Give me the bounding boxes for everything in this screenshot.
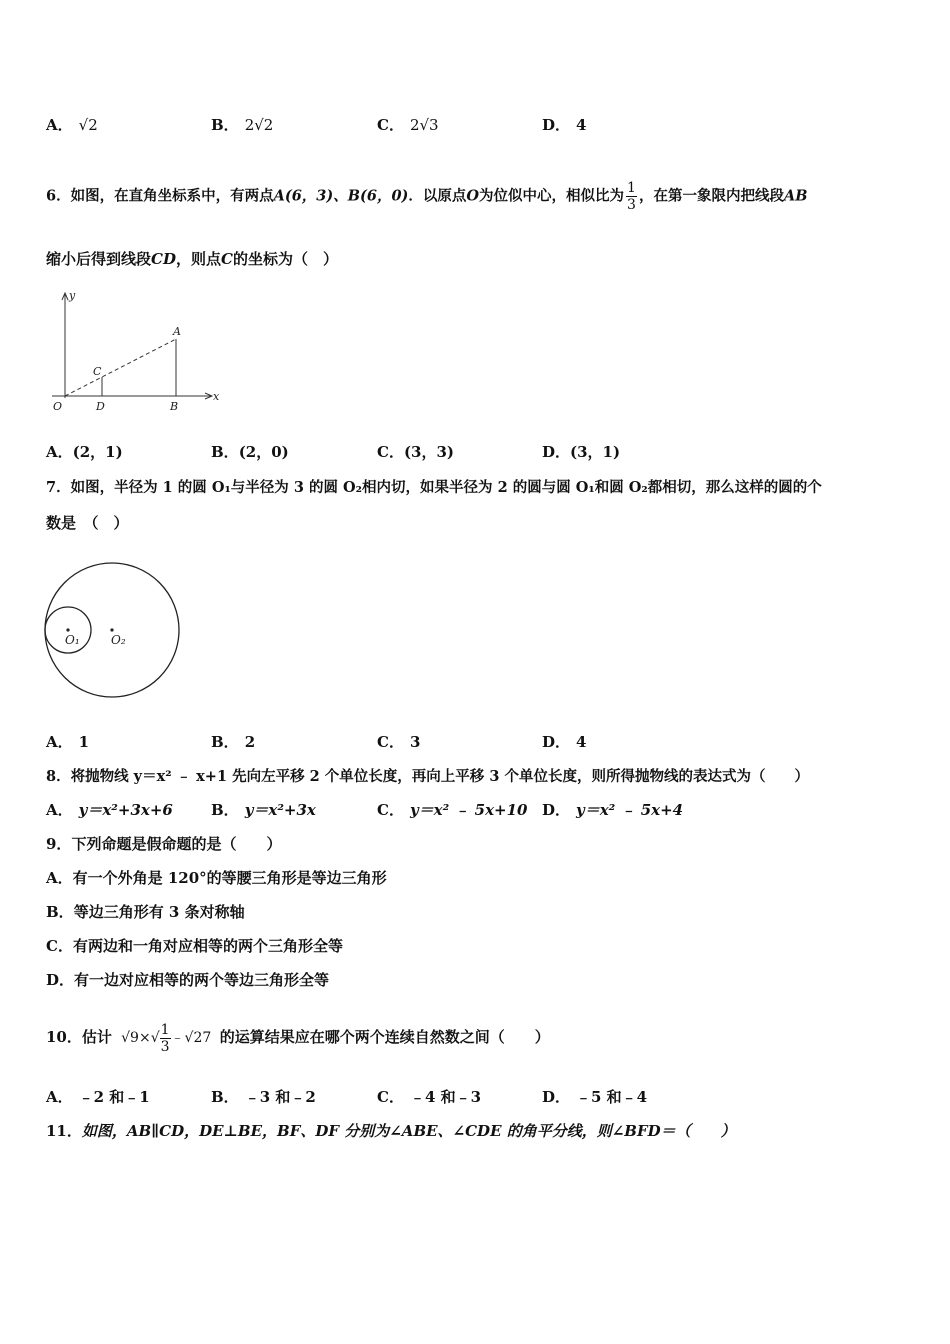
q7-label-o1: O₁ <box>65 633 80 647</box>
q8-option-b[interactable]: B． y＝x²+3x <box>211 801 316 819</box>
q7-options <box>46 731 926 753</box>
q8-options <box>46 799 926 821</box>
q10-fraction: $\frac{1}{3}$ <box>160 1021 170 1055</box>
q6-label-a: A <box>173 325 181 338</box>
q6-label-c: C <box>93 365 102 378</box>
q10-options <box>46 1086 926 1108</box>
q6-label-y: y <box>69 289 76 302</box>
q6-label-o: O <box>53 400 63 413</box>
q7-option-a[interactable]: A． 1 <box>46 733 90 751</box>
q6-option-c[interactable]: C．(3，3) <box>377 443 455 461</box>
q7-center-o2 <box>110 628 113 631</box>
q7-option-d[interactable]: D． 4 <box>542 733 587 751</box>
q6-label-d: D <box>96 400 105 413</box>
q8-option-c[interactable]: C． y＝x² ﹣ 5x+10 <box>377 801 528 819</box>
q7-option-c[interactable]: C． 3 <box>377 733 421 751</box>
q6-label-x: x <box>213 390 220 403</box>
q9-option-c[interactable]: C．有两边和一角对应相等的两个三角形全等 <box>46 937 343 955</box>
q6-option-d[interactable]: D．(3，1) <box>542 443 621 461</box>
q9-stem: 9．下列命题是假命题的是（ ） <box>46 835 282 853</box>
q11-stem: 11．如图，AB∥CD，DE⊥BE，BF、DF 分别为∠ABE、∠CDE 的角平分线，则∠BFD＝（ ） <box>46 1122 736 1140</box>
q6-coordinate-figure <box>44 286 234 421</box>
q8-option-a[interactable]: A． y＝x²+3x+6 <box>46 801 173 819</box>
q10-option-c[interactable]: C． ﹣4 和﹣3 <box>377 1088 482 1106</box>
q8-option-d[interactable]: D． y＝x² ﹣ 5x+4 <box>542 801 684 819</box>
q6-option-a[interactable]: A．(2，1) <box>46 443 123 461</box>
q10-stem: 10．估计 √9×√ $\frac{1}{3}$ ﹣√27 的运算结果应在哪个两个连续自然数之间（ ） <box>46 1021 550 1055</box>
q9-option-d[interactable]: D．有一边对应相等的两个等边三角形全等 <box>46 971 330 989</box>
q5-option-b[interactable]: B． 2√2 <box>211 116 274 134</box>
q7-circles-figure <box>40 556 190 706</box>
q10-expression: √9×√ $\frac{1}{3}$ ﹣√27 <box>121 1021 212 1055</box>
q10-option-b[interactable]: B． ﹣3 和﹣2 <box>211 1088 316 1106</box>
q7-label-o2: O₂ <box>111 633 126 647</box>
q5-option-d[interactable]: D． 4 <box>542 116 587 134</box>
q7-stem-line1: 7．如图，半径为 1 的圆 O₁与半径为 3 的圆 O₂相内切，如果半径为 2 的圆与圆 O₁和圆 O₂都相切，那么这样的圆的个 <box>46 479 822 496</box>
q7-center-o1 <box>66 628 69 631</box>
q7-stem-line2: 数是 （ ） <box>46 514 129 532</box>
q10-option-a[interactable]: A． ﹣2 和﹣1 <box>46 1088 150 1106</box>
q5-option-a[interactable]: A． √2 <box>46 116 98 134</box>
q6-ratio-fraction: $\frac{1}{3}$ <box>627 180 636 213</box>
q10-option-d[interactable]: D． ﹣5 和﹣4 <box>542 1088 648 1106</box>
q9-option-b[interactable]: B．等边三角形有 3 条对称轴 <box>46 903 245 921</box>
q6-label-b: B <box>170 400 179 413</box>
q5-options <box>46 114 926 136</box>
q7-option-b[interactable]: B． 2 <box>211 733 256 751</box>
q6-stem-line2: 缩小后得到线段CD，则点C的坐标为（ ） <box>46 250 338 268</box>
q5-option-c[interactable]: C． 2√3 <box>377 116 439 134</box>
q6-segment-oa <box>65 339 176 396</box>
q9-option-a[interactable]: A．有一个外角是 120°的等腰三角形是等边三角形 <box>46 869 387 887</box>
q6-options <box>46 441 926 463</box>
q6-option-b[interactable]: B．(2，0) <box>211 443 289 461</box>
q6-stem-line1: 6．如图，在直角坐标系中，有两点A(6，3)、B(6，0)．以原点O为位似中心，相似比为 $\frac{1}{3}$ ，在第一象限内把线段AB <box>46 180 808 213</box>
q8-stem: 8．将抛物线 y＝x² ﹣ x+1 先向左平移 2 个单位长度，再向上平移 3 个单位长度，则所得抛物线的表达式为（ ） <box>46 768 809 785</box>
